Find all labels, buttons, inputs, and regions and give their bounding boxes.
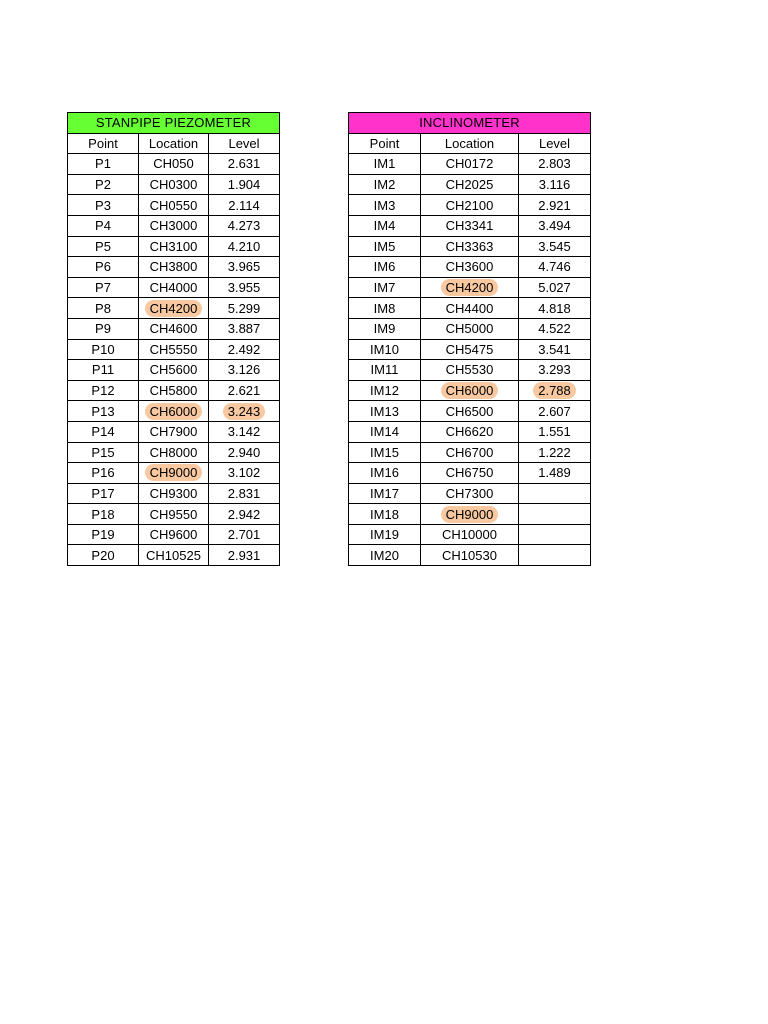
- highlighted-location: CH6000: [145, 403, 203, 420]
- cell-point: IM19: [349, 524, 421, 545]
- cell-point: IM6: [349, 257, 421, 278]
- cell-location: CH3341: [421, 215, 519, 236]
- table-row: [68, 483, 280, 504]
- cell-point: P14: [68, 421, 139, 442]
- column-header-level: Level: [519, 133, 591, 154]
- cell-level: 4.210: [209, 236, 280, 257]
- cell-point: P9: [68, 318, 139, 339]
- table-row: [349, 154, 591, 175]
- cell-level: 3.955: [209, 277, 280, 298]
- cell-location: CH4600: [139, 318, 209, 339]
- cell-level: 3.293: [519, 360, 591, 381]
- cell-point: IM8: [349, 298, 421, 319]
- cell-location: CH9300: [139, 483, 209, 504]
- cell-level: 3.142: [209, 421, 280, 442]
- cell-level: [519, 483, 591, 504]
- title-row: [68, 113, 280, 134]
- column-header-level: Level: [209, 133, 280, 154]
- table-title: INCLINOMETER: [349, 113, 591, 134]
- cell-point: P3: [68, 195, 139, 216]
- table-row: [68, 504, 280, 525]
- cell-location: CH9600: [139, 524, 209, 545]
- table-row: [68, 545, 280, 566]
- cell-level: 2.621: [209, 380, 280, 401]
- cell-point: IM1: [349, 154, 421, 175]
- table-row: [349, 318, 591, 339]
- table-title: STANPIPE PIEZOMETER: [68, 113, 280, 134]
- cell-location: CH0300: [139, 174, 209, 195]
- cell-level: 3.887: [209, 318, 280, 339]
- cell-point: IM18: [349, 504, 421, 525]
- table-row: [68, 257, 280, 278]
- cell-location: CH3100: [139, 236, 209, 257]
- cell-location: CH5550: [139, 339, 209, 360]
- cell-point: P2: [68, 174, 139, 195]
- cell-point: P8: [68, 298, 139, 319]
- cell-level: 2.631: [209, 154, 280, 175]
- cell-location: CH5000: [421, 318, 519, 339]
- table-row: [349, 360, 591, 381]
- column-header-point: Point: [349, 133, 421, 154]
- cell-level: 2.114: [209, 195, 280, 216]
- header-row: [349, 133, 591, 154]
- table-row: [349, 257, 591, 278]
- cell-location: CH10000: [421, 524, 519, 545]
- cell-point: IM5: [349, 236, 421, 257]
- cell-point: P19: [68, 524, 139, 545]
- cell-level: 4.818: [519, 298, 591, 319]
- cell-point: P16: [68, 463, 139, 484]
- highlighted-location: CH9000: [145, 464, 203, 481]
- cell-point: P20: [68, 545, 139, 566]
- column-header-location: Location: [421, 133, 519, 154]
- cell-level: [519, 545, 591, 566]
- highlighted-location: CH6000: [441, 382, 499, 399]
- cell-point: IM16: [349, 463, 421, 484]
- cell-location: CH9550: [139, 504, 209, 525]
- cell-point: P17: [68, 483, 139, 504]
- cell-point: P13: [68, 401, 139, 422]
- cell-point: P1: [68, 154, 139, 175]
- cell-location: CH4400: [421, 298, 519, 319]
- cell-level: 2.701: [209, 524, 280, 545]
- cell-point: IM14: [349, 421, 421, 442]
- cell-level: 2.803: [519, 154, 591, 175]
- table-row: [68, 463, 280, 484]
- table-row: [68, 339, 280, 360]
- cell-point: P7: [68, 277, 139, 298]
- highlighted-level: 3.243: [223, 403, 266, 420]
- cell-location: [421, 504, 519, 525]
- table-row: [68, 380, 280, 401]
- cell-level: 2.942: [209, 504, 280, 525]
- cell-point: IM2: [349, 174, 421, 195]
- cell-level: [519, 504, 591, 525]
- cell-location: CH3800: [139, 257, 209, 278]
- stanpipe-piezometer-table: [67, 112, 280, 566]
- cell-point: P11: [68, 360, 139, 381]
- table-row: [68, 360, 280, 381]
- table-row: [349, 174, 591, 195]
- cell-level: 2.931: [209, 545, 280, 566]
- cell-point: IM9: [349, 318, 421, 339]
- cell-location: CH3363: [421, 236, 519, 257]
- cell-level: 4.522: [519, 318, 591, 339]
- table-row: [349, 236, 591, 257]
- cell-level: 5.027: [519, 277, 591, 298]
- cell-point: IM20: [349, 545, 421, 566]
- table-row: [68, 215, 280, 236]
- cell-location: CH0172: [421, 154, 519, 175]
- cell-point: P18: [68, 504, 139, 525]
- table-row: [349, 504, 591, 525]
- table-row: [349, 339, 591, 360]
- cell-location: CH2025: [421, 174, 519, 195]
- table-row: [68, 154, 280, 175]
- column-header-location: Location: [139, 133, 209, 154]
- header-row: [68, 133, 280, 154]
- cell-point: P10: [68, 339, 139, 360]
- cell-level: 2.921: [519, 195, 591, 216]
- cell-point: P5: [68, 236, 139, 257]
- cell-level: 1.551: [519, 421, 591, 442]
- table-row: [349, 421, 591, 442]
- cell-location: [421, 277, 519, 298]
- cell-level: 3.545: [519, 236, 591, 257]
- table-row: [349, 545, 591, 566]
- cell-level: 4.746: [519, 257, 591, 278]
- table-row: [68, 277, 280, 298]
- cell-location: CH4000: [139, 277, 209, 298]
- table-row: [349, 483, 591, 504]
- cell-level: 1.222: [519, 442, 591, 463]
- highlighted-location: CH4200: [441, 279, 499, 296]
- table-row: [349, 298, 591, 319]
- cell-location: CH3600: [421, 257, 519, 278]
- cell-location: CH6500: [421, 401, 519, 422]
- cell-location: CH3000: [139, 215, 209, 236]
- cell-level: 2.831: [209, 483, 280, 504]
- cell-location: CH7300: [421, 483, 519, 504]
- cell-level: 3.126: [209, 360, 280, 381]
- cell-location: [139, 298, 209, 319]
- cell-level: [209, 401, 280, 422]
- table-row: [68, 195, 280, 216]
- cell-level: 1.489: [519, 463, 591, 484]
- cell-level: 3.116: [519, 174, 591, 195]
- cell-location: [421, 380, 519, 401]
- inclinometer-table: [348, 112, 591, 566]
- cell-location: [139, 401, 209, 422]
- cell-location: CH2100: [421, 195, 519, 216]
- cell-location: [139, 463, 209, 484]
- cell-point: IM3: [349, 195, 421, 216]
- cell-location: CH5475: [421, 339, 519, 360]
- cell-location: CH8000: [139, 442, 209, 463]
- cell-level: 3.494: [519, 215, 591, 236]
- cell-point: P12: [68, 380, 139, 401]
- highlighted-location: CH4200: [145, 300, 203, 317]
- table-row: [349, 524, 591, 545]
- table-row: [68, 174, 280, 195]
- cell-point: IM4: [349, 215, 421, 236]
- cell-point: IM10: [349, 339, 421, 360]
- table-row: [68, 236, 280, 257]
- column-header-point: Point: [68, 133, 139, 154]
- table-row: [349, 401, 591, 422]
- cell-location: CH5530: [421, 360, 519, 381]
- cell-level: 2.607: [519, 401, 591, 422]
- cell-level: [519, 524, 591, 545]
- cell-location: CH5800: [139, 380, 209, 401]
- cell-level: 3.541: [519, 339, 591, 360]
- cell-level: 4.273: [209, 215, 280, 236]
- cell-point: P6: [68, 257, 139, 278]
- table-row: [68, 298, 280, 319]
- table-row: [68, 318, 280, 339]
- table-row: [68, 442, 280, 463]
- title-row: [349, 113, 591, 134]
- table-row: [349, 442, 591, 463]
- cell-point: IM17: [349, 483, 421, 504]
- cell-location: CH0550: [139, 195, 209, 216]
- highlighted-location: CH9000: [441, 506, 499, 523]
- cell-point: IM11: [349, 360, 421, 381]
- cell-level: [519, 380, 591, 401]
- cell-point: P15: [68, 442, 139, 463]
- cell-location: CH10530: [421, 545, 519, 566]
- cell-level: 3.965: [209, 257, 280, 278]
- cell-location: CH6700: [421, 442, 519, 463]
- cell-point: IM7: [349, 277, 421, 298]
- cell-level: 3.102: [209, 463, 280, 484]
- cell-location: CH050: [139, 154, 209, 175]
- cell-level: 5.299: [209, 298, 280, 319]
- cell-level: 2.940: [209, 442, 280, 463]
- cell-point: IM13: [349, 401, 421, 422]
- cell-point: IM12: [349, 380, 421, 401]
- table-row: [349, 277, 591, 298]
- table-row: [349, 463, 591, 484]
- cell-point: IM15: [349, 442, 421, 463]
- table-row: [68, 524, 280, 545]
- cell-location: CH7900: [139, 421, 209, 442]
- table-row: [68, 421, 280, 442]
- cell-location: CH6750: [421, 463, 519, 484]
- cell-level: 2.492: [209, 339, 280, 360]
- cell-location: CH5600: [139, 360, 209, 381]
- table-row: [68, 401, 280, 422]
- cell-location: CH10525: [139, 545, 209, 566]
- table-row: [349, 380, 591, 401]
- highlighted-level: 2.788: [533, 382, 576, 399]
- cell-location: CH6620: [421, 421, 519, 442]
- table-row: [349, 195, 591, 216]
- table-row: [349, 215, 591, 236]
- cell-level: 1.904: [209, 174, 280, 195]
- cell-point: P4: [68, 215, 139, 236]
